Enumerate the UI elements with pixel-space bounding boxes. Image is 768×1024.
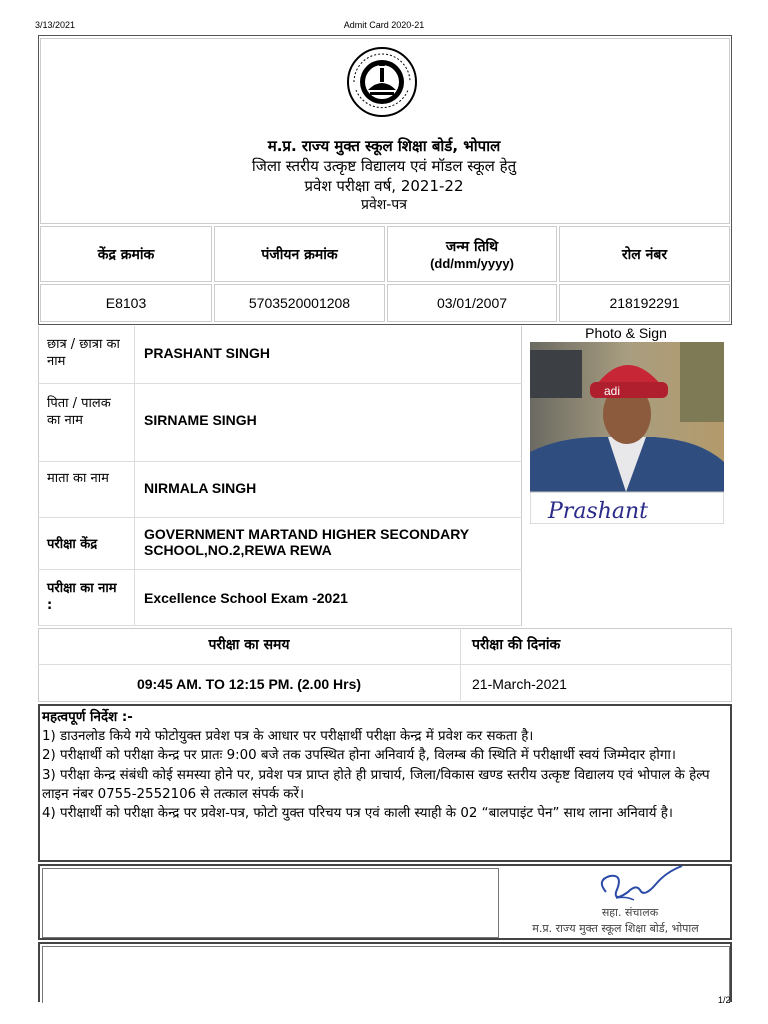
exam-centre-value: GOVERNMENT MARTAND HIGHER SECONDARY SCHOOL,NO.2,REWA REWA bbox=[144, 526, 469, 558]
instruction-item-4: 4) परीक्षार्थी को परीक्षा केन्द्र पर प्रवेश-पत्र, फोटो युक्त परिचय पत्र एवं काली स्याही के 02 “बालपाइंट पेन” साथ लाना अनिवार्य है। bbox=[42, 806, 673, 822]
instruction-item-3: 3) परीक्षा केन्द्र संबंधी कोई समस्या होने पर, प्रवेश पत्र प्राप्त होते ही प्राचार्य, जिला/विकास खण्ड स्तरीय उत्कृष्ट विद्यालय एवं भोपाल के हेल्प लाइन नंबर 0755-2552106 से तत्काल संपर्क करें। bbox=[42, 767, 710, 802]
board-emblem-logo bbox=[346, 46, 418, 118]
print-title: Admit Card 2020-21 bbox=[343, 20, 425, 30]
instructions-text bbox=[42, 708, 728, 823]
board-name: म.प्र. राज्य मुक्त स्कूल शिक्षा बोर्ड, भोपाल bbox=[267, 137, 501, 155]
dob-header bbox=[387, 226, 557, 282]
exam-name-label: परीक्षा का नाम : bbox=[47, 581, 117, 613]
dob-format-label: (dd/mm/yyyy) bbox=[430, 256, 514, 271]
student-name-label: छात्र / छात्रा का नाम bbox=[47, 337, 120, 369]
photo-caption: Photo & Sign bbox=[585, 325, 667, 341]
signatory-designation: सहा. संचालक bbox=[601, 906, 659, 919]
student-name-value: PRASHANT SINGH bbox=[144, 345, 271, 361]
print-date: 3/13/2021 bbox=[35, 20, 76, 30]
roll-number-value: 218192291 bbox=[559, 284, 730, 322]
exam-date-header: परीक्षा की दिनांक bbox=[472, 637, 561, 653]
exam-date-value: 21-March-2021 bbox=[472, 676, 567, 692]
page-number: 1/2 bbox=[718, 995, 731, 1005]
mother-name-value: NIRMALA SINGH bbox=[144, 480, 257, 496]
exam-centre-label: परीक्षा केंद्र bbox=[47, 537, 98, 552]
exam-name-value: Excellence School Exam -2021 bbox=[144, 590, 348, 606]
roll-number-header: रोल नंबर bbox=[559, 226, 730, 282]
father-name-label: पिता / पालक का नाम bbox=[47, 396, 111, 428]
schedule-row-divider bbox=[38, 664, 732, 665]
exam-time-value: 09:45 AM. TO 12:15 PM. (2.00 Hrs) bbox=[136, 676, 362, 692]
photo-signature: Prashant bbox=[548, 499, 649, 524]
svg-text:adi: adi bbox=[604, 384, 621, 398]
mother-name-label: माता का नाम bbox=[47, 471, 109, 486]
dob-value: 03/01/2007 bbox=[387, 284, 557, 322]
father-name-value: SIRNAME SINGH bbox=[144, 412, 257, 428]
centre-number-header: केंद्र क्रमांक bbox=[40, 226, 212, 282]
schedule-divider bbox=[460, 628, 461, 702]
signatory-blank-area bbox=[42, 868, 499, 938]
registration-number-header: पंजीयन क्रमांक bbox=[214, 226, 385, 282]
dob-header-label: जन्म तिथि bbox=[445, 239, 499, 255]
signatory-office: म.प्र. राज्य मुक्त स्कूल शिक्षा बोर्ड, भोपाल bbox=[532, 922, 699, 935]
exam-time-header: परीक्षा का समय bbox=[208, 637, 290, 653]
instruction-item-2: 2) परीक्षार्थी को परीक्षा केन्द्र पर प्रातः 9:00 बजे तक उपस्थित होना अनिवार्य है, विलम्ब की स्थिति में परीक्षार्थी स्वयं जिम्मेदार होगा। bbox=[42, 748, 676, 764]
header-line-3: प्रवेश परीक्षा वर्ष, 2021-22 bbox=[304, 177, 464, 195]
instruction-item-1: 1) डाउनलोड किये गये फोटोयुक्त प्रवेश पत्र के आधार पर परीक्षार्थी परीक्षा केन्द्र में प्रवेश कर सकता है। bbox=[42, 729, 534, 745]
header-line-4: प्रवेश-पत्र bbox=[360, 197, 407, 213]
header-line-2: जिला स्तरीय उत्कृष्ट विद्यालय एवं मॉडल स्कूल हेतु bbox=[251, 157, 517, 175]
student-photo bbox=[530, 342, 724, 524]
next-section-inner bbox=[42, 946, 730, 1003]
instructions-title: महत्वपूर्ण निर्देश :- bbox=[42, 710, 133, 725]
centre-number-value: E8103 bbox=[40, 284, 212, 322]
registration-number-value: 5703520001208 bbox=[214, 284, 385, 322]
